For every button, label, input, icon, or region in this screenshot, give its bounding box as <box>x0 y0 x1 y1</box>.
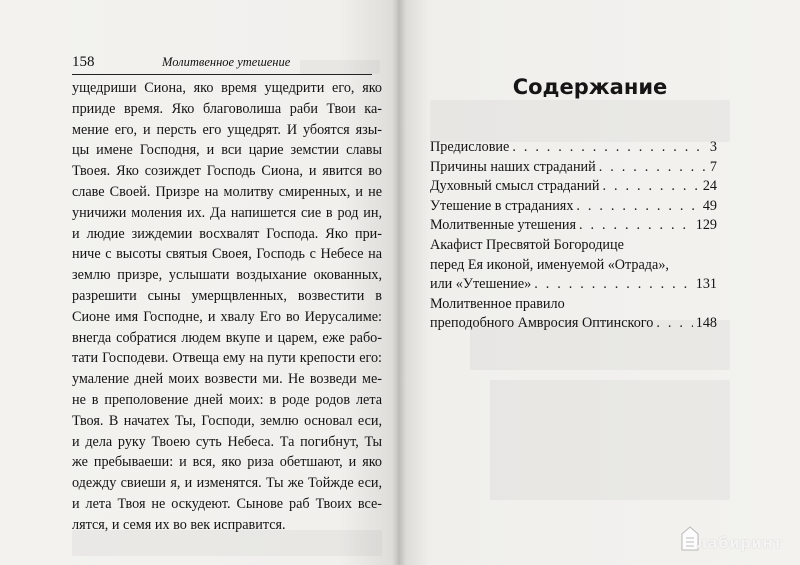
toc-entry <box>430 315 717 335</box>
text-line: лятся, и семя их во век исправится. <box>72 516 286 533</box>
toc-entry-page: 3 <box>709 139 717 155</box>
text-line: прииде время. Яко благоволиша раби Твои ка- <box>72 100 382 117</box>
toc-leader-dots <box>602 178 699 195</box>
text-line: умаление дней моих возвести ми. Не возведи ме- <box>72 371 382 388</box>
toc-leader-dots <box>599 159 707 176</box>
text-line: же пребываеши: и вся, яко риза обетшают, и яко <box>72 454 382 471</box>
toc-entry <box>430 257 717 277</box>
page-number: 158 <box>72 54 95 70</box>
toc-entry <box>430 178 717 198</box>
running-title: Молитвенное утешение <box>162 55 291 69</box>
text-line: Сионе имя Господне, и хвалу Его во Иерусалиме: <box>72 308 382 325</box>
toc-entry-title: Утешение в страданиях <box>430 197 574 214</box>
text-line: землю призре, услышати воздыхание окованных, <box>72 267 382 284</box>
text-line: цы имене Господня, и вси царие земстии славы <box>72 142 382 159</box>
body-text <box>72 78 382 536</box>
toc-entry-title: Молитвенные утешения <box>430 217 577 234</box>
toc-entry <box>430 198 717 218</box>
watermark-text: лабиринт <box>696 534 783 552</box>
text-line: одежду свиеши я, и изменятся. Ты же Тойжде еси, <box>72 475 382 492</box>
toc-entry-page: 148 <box>695 315 717 332</box>
bleed-through <box>490 380 730 500</box>
watermark <box>676 518 796 558</box>
running-head <box>72 52 372 75</box>
toc-entry <box>430 276 717 296</box>
toc-entry-page: 131 <box>695 276 717 293</box>
toc-entry <box>430 139 717 159</box>
text-line: не в преполовение дней моих: в роде родов лета <box>72 391 382 408</box>
toc-entry <box>430 237 717 257</box>
toc-entry-title: преподобного Амвросия Оптинского <box>430 315 654 332</box>
toc-entry-page: 24 <box>702 178 717 195</box>
toc-leader-dots <box>512 139 707 156</box>
toc-entry-title: Молитвенное правило <box>430 295 565 312</box>
text-line: внегда собратися людем вкупе и царем, еже рабо- <box>72 329 382 346</box>
toc-entry <box>430 159 717 179</box>
toc-leader-dots <box>579 217 693 234</box>
toc-entry-page: 7 <box>709 158 717 175</box>
toc-entry-title: Предисловие <box>430 139 510 155</box>
text-line: тати Господеви. Отвеща ему на пути крепости его: <box>72 350 382 367</box>
toc-leader-dots <box>576 198 699 215</box>
toc-entry <box>430 296 717 316</box>
text-line: славе Своей. Призре на молитву смиренных, и не <box>72 183 382 200</box>
toc-entry-page: 129 <box>695 217 717 234</box>
text-line: Твоя. В начатех Ты, Господи, землю основал еси, <box>72 412 382 429</box>
toc-entry-title: перед Ея иконой, именуемой «Отрада», <box>430 256 669 273</box>
text-line: ниче с высоты святыя Своея, Господь с Небесе на <box>72 246 382 263</box>
toc-entry <box>430 217 717 237</box>
text-line: мение его, и персть его ущедрят. И убоятся язы- <box>72 121 382 138</box>
text-line: и дела руку Твоею суть Небеса. Та погибнут, Ты <box>72 433 382 450</box>
toc-entry-title: Духовный смысл страданий <box>430 178 600 195</box>
toc-entry-title: или «Утешение» <box>430 276 532 293</box>
toc-leader-dots <box>656 315 692 332</box>
toc-entry-page: 49 <box>702 197 717 214</box>
text-line: уничижи моления их. Да напишется сие в род ин, <box>72 204 382 221</box>
toc-entry-title: Причины наших страданий <box>430 158 596 175</box>
table-of-contents <box>430 139 717 335</box>
text-line: и лета Твоя не оскудеют. Сынове раб Твоих все- <box>72 495 382 512</box>
toc-title: Содержание <box>512 75 668 99</box>
text-line: разрешити сыны умерщвленных, возвестити в <box>72 287 382 304</box>
toc-leader-dots <box>534 276 692 293</box>
text-line: и людие зиждемии восхвалят Господа. Яко при- <box>72 225 382 242</box>
text-line: ущедриши Сиона, яко время ущедрити его, яко <box>72 80 382 96</box>
toc-entry-title: Акафист Пресвятой Богородице <box>430 236 624 253</box>
text-line: Твоея. Яко созиждет Господь Сиона, и явится во <box>72 163 382 180</box>
bleed-through <box>430 100 730 142</box>
